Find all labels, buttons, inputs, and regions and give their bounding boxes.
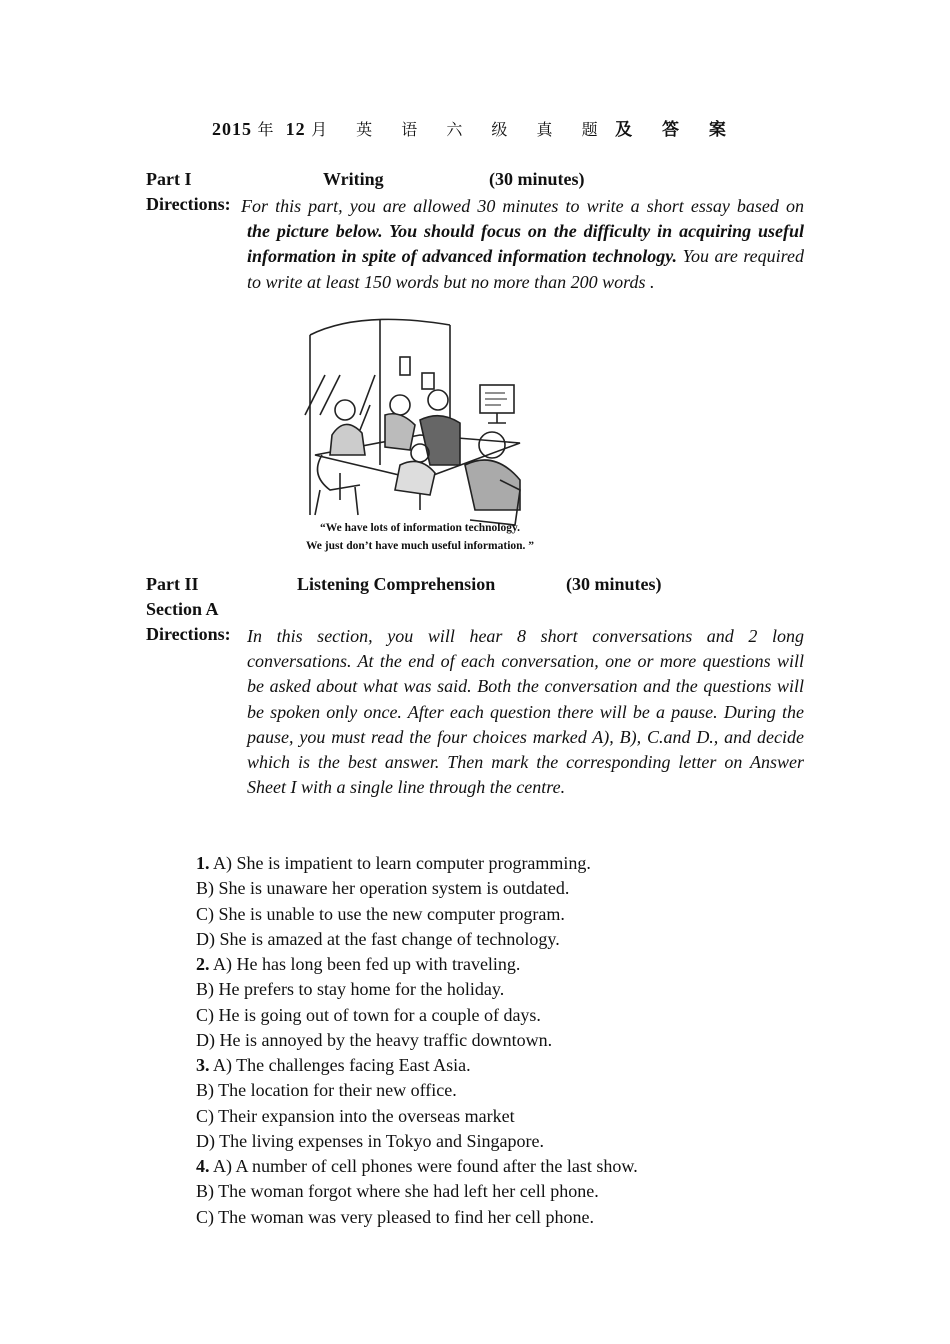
- caption-line1: “We have lots of information technology.: [320, 522, 520, 534]
- list-item: D) The living expenses in Tokyo and Singapore.: [196, 1130, 545, 1151]
- list-item: 2. A) He has long been fed up with traveling.: [196, 954, 521, 974]
- list-item: 3. A) The challenges facing East Asia.: [196, 1055, 471, 1075]
- list-item: C) The woman was very pleased to find her cell phone.: [196, 1206, 595, 1227]
- part2-directions-body: conversations. At the end of each conversation, one or more questions will be asked about what was said. Both the conversation and the questions will be spoken only once. After each question there will be a pause. During the pause, you must read the four choices marked A), B), C.and D., and decide which is the best answer. Then mark the corresponding letter on Answer Sheet I with a single line through the centre.: [247, 651, 804, 798]
- page-title: 2015 年12 月 英 语 六 级 真 题 及 答 案: [212, 119, 738, 140]
- part1-name: Writing: [323, 169, 384, 189]
- list-item: D) He is annoyed by the heavy traffic downtown.: [196, 1029, 553, 1050]
- question-2: [196, 952, 552, 1053]
- list-item: B) The woman forgot where she had left her cell phone.: [196, 1181, 599, 1202]
- cartoon-caption: [270, 519, 570, 555]
- part1-directions-line1: For this part, you are allowed 30 minutes to write a short essay based on: [241, 196, 804, 216]
- part2-time: (30 minutes): [566, 574, 662, 594]
- list-item: C) She is unable to use the new computer program.: [196, 903, 565, 924]
- list-item: C) Their expansion into the overseas market: [196, 1105, 515, 1126]
- part2-directions-label: Directions:: [146, 624, 231, 644]
- part1-time: (30 minutes): [489, 169, 585, 189]
- list-item: 1. A) She is impatient to learn computer programming.: [196, 853, 591, 873]
- part2-directions-line1: In this section, you will hear 8 short conversations and 2 long: [247, 626, 804, 646]
- list-item: B) The location for their new office.: [196, 1080, 457, 1101]
- question-3: [196, 1053, 544, 1154]
- caption-line2: We just don’t have much useful information. ”: [305, 540, 535, 552]
- list-item: 4. A) A number of cell phones were found after the last show.: [196, 1156, 638, 1176]
- question-1: [196, 851, 591, 952]
- part1-header: [146, 169, 191, 190]
- list-item: D) She is amazed at the fast change of technology.: [196, 928, 560, 949]
- list-item: B) He prefers to stay home for the holiday.: [196, 979, 505, 1000]
- part1-directions-body: the picture below. You should focus on the difficulty in acquiring useful information in spite of advanced information technology. You are required to write at least 150 words but no more than 200 words .: [247, 221, 804, 292]
- part2-name: Listening Comprehension: [297, 574, 496, 594]
- part2-label: Part II: [146, 574, 199, 594]
- section-a-heading: Section A: [146, 599, 219, 619]
- question-4: [196, 1154, 638, 1230]
- part1-directions-label: Directions:: [146, 194, 231, 214]
- part1-label: Part I: [146, 169, 192, 189]
- list-item: B) She is unaware her operation system is outdated.: [196, 878, 570, 899]
- list-item: C) He is going out of town for a couple of days.: [196, 1004, 541, 1025]
